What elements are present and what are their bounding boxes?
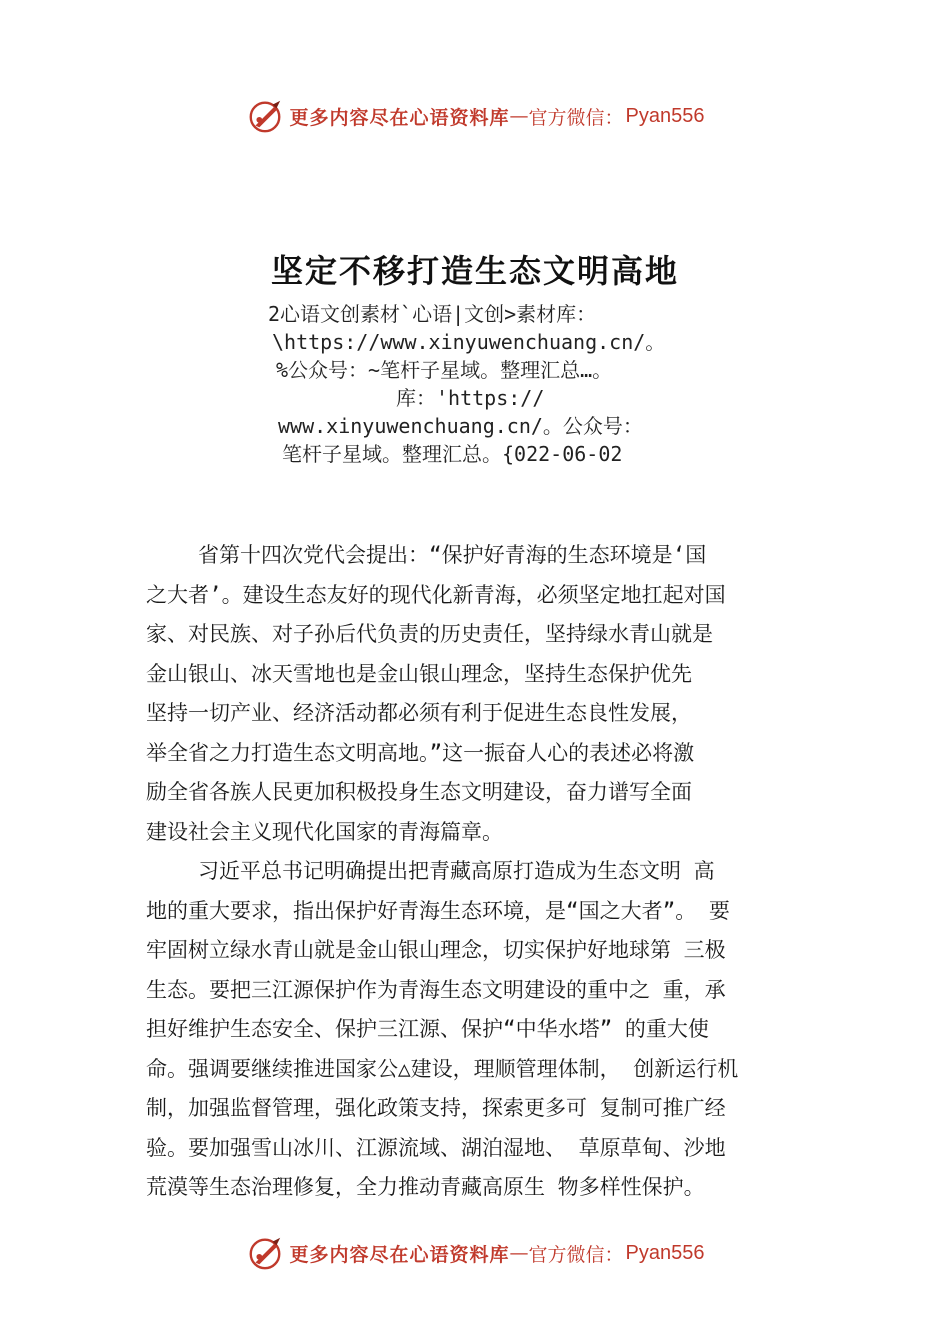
- header-banner: [0, 94, 950, 138]
- banner-slogan: 更多内容尽在心语资料库: [289, 106, 510, 129]
- paragraph-line: 荒漠等生态治理修复，全力推动青藏高原生 物多样性保护。: [146, 1175, 705, 1199]
- banner-separator: —: [509, 105, 529, 127]
- meta-line: \https://www.xinyuwenchuang.cn/。: [272, 330, 666, 354]
- source-meta-block: [0, 300, 950, 468]
- paragraph-line: 家、对民族、对子孙后代负责的历史责任，坚持绿水青山就是: [146, 622, 713, 646]
- paragraph-line: 励全省各族人民更加积极投身生态文明建设，奋力谱写全面: [146, 780, 692, 804]
- paragraph-line: 之大者’。建设生态友好的现代化新青海，必须坚定地扛起对国: [146, 582, 726, 607]
- paragraph-line: 担好维护生态安全、保护三江源、保护“中华水塔” 的重大使: [146, 1017, 709, 1041]
- quill-logo-icon: [246, 1234, 284, 1272]
- article-body: [146, 536, 836, 1208]
- quill-logo-icon: [246, 97, 284, 135]
- paragraph-line: 制，加强监督管理，强化政策支持，探索更多可 复制可推广经: [146, 1096, 726, 1120]
- paragraph-line: 验。要加强雪山冰川、江源流域、湖泊湿地、 草原草甸、沙地: [146, 1135, 726, 1160]
- banner-separator: —: [509, 1242, 529, 1264]
- meta-line: 笔杆子星域。整理汇总。{022-06-02: [282, 442, 623, 466]
- meta-line: 库：'https://: [396, 386, 545, 410]
- paragraph-line: 举全省之力打造生态文明高地。”这一振奋人心的表述必将激: [146, 740, 695, 765]
- banner-wechat-label: 官方微信：: [528, 106, 624, 129]
- paragraph-line: 牢固树立绿水青山就是金山银山理念，切实保护好地球第 三极: [146, 938, 726, 962]
- banner-slogan: 更多内容尽在心语资料库: [289, 1243, 510, 1266]
- meta-line: %公众号：~笔杆子星域。整理汇总…。: [276, 358, 613, 382]
- banner-wechat-id: Pyan556: [625, 1241, 705, 1264]
- paragraph-line: 地的重大要求，指出保护好青海生态环境，是“国之大者”。 要: [146, 898, 730, 923]
- paragraph-line: 命。强调要继续推进国家公△建设，理顺管理体制， 创新运行机: [146, 1056, 739, 1081]
- paragraph-line: 生态。要把三江源保护作为青海生态文明建设的重中之 重，承: [146, 977, 726, 1002]
- meta-line: www.xinyuwenchuang.cn/。公众号：: [278, 414, 643, 438]
- paragraph-line: 建设社会主义现代化国家的青海篇章。: [146, 819, 503, 844]
- paragraph-line: 金山银山、冰天雪地也是金山银山理念，坚持生态保护优先: [146, 661, 692, 686]
- paragraph-line: 坚持一切产业、经济活动都必须有利于促进生态良性发展，: [146, 701, 692, 725]
- document-title: 坚定不移打造生态文明高地: [270, 252, 679, 290]
- paragraph-line: 省第十四次党代会提出：“保护好青海的生态环境是‘国: [198, 543, 707, 567]
- banner-wechat-id: Pyan556: [625, 104, 705, 127]
- paragraph-line: 习近平总书记明确提出把青藏高原打造成为生态文明 高: [198, 859, 715, 883]
- banner-wechat-label: 官方微信：: [528, 1243, 624, 1266]
- footer-banner: [0, 1231, 950, 1275]
- meta-line: 2心语文创素材`心语|文创>素材库：: [268, 302, 597, 326]
